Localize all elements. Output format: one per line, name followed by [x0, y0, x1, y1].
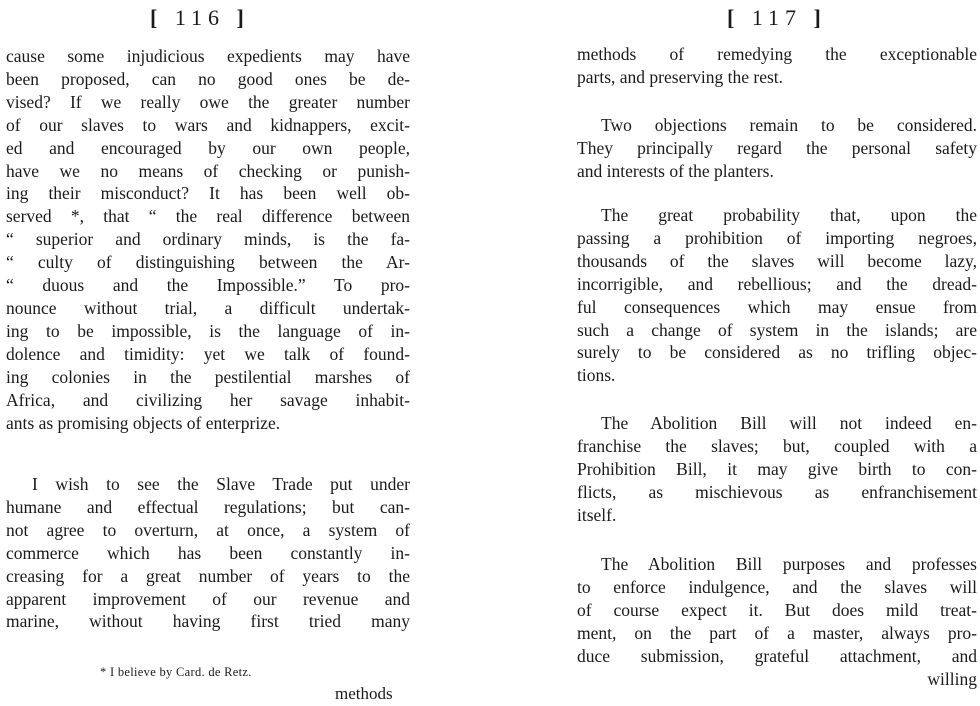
text-line: They principally regard the personal safety: [577, 137, 977, 158]
text-line: Prohibition Bill, it may give birth to con-: [577, 458, 977, 479]
left-page-number: 116: [174, 5, 226, 30]
text-line: thousands of the slaves will become lazy,: [577, 250, 977, 271]
left-header-open-bracket: [: [150, 5, 164, 30]
text-line: humane and effectual regulations; but can-: [6, 496, 410, 517]
text-line: have we no means of checking or punish-: [6, 160, 410, 181]
text-line: passing a prohibition of importing negroes,: [577, 227, 977, 248]
text-line: The great probability that, upon the: [601, 205, 977, 225]
text-line: duce submission, grateful attachment, and: [577, 645, 977, 666]
text-line: ed and encouraged by our own people,: [6, 137, 410, 158]
text-line: of course expect it. But does mild treat-: [577, 599, 977, 620]
text-line: nounce without trial, a difficult undertak-: [6, 297, 410, 318]
text-line: been proposed, can no good ones be de-: [6, 68, 410, 89]
text-line: ful consequences which may ensue from: [577, 296, 977, 317]
text-line: “ culty of distinguishing between the Ar-: [6, 252, 410, 273]
left-header-close-bracket: ]: [236, 5, 250, 30]
text-line: The Abolition Bill purposes and professes: [601, 554, 977, 574]
left-paragraph-1: [6, 45, 410, 434]
right-page-number: 117: [751, 5, 803, 30]
catchword: willing: [927, 668, 977, 689]
left-page: [0, 0, 420, 706]
text-line: commerce which has been constantly in-: [6, 542, 410, 563]
left-page-header: [150, 5, 250, 31]
text-line: apparent improvement of our revenue and: [6, 588, 410, 609]
text-line: tions.: [577, 365, 616, 386]
text-line: ing their misconduct? It has been well ob-: [6, 183, 410, 204]
text-line: served *, that “ the real difference between: [6, 206, 410, 227]
catchword: methods: [335, 684, 393, 703]
text-line: not agree to overturn, at once, a system of: [6, 519, 410, 540]
right-header-close-bracket: ]: [813, 5, 827, 30]
text-line: ment, on the part of a master, always pro-: [577, 622, 977, 643]
text-line: methods of remedying the exceptionable: [577, 44, 977, 64]
text-line: The Abolition Bill will not indeed en-: [601, 413, 977, 433]
text-line: creasing for a great number of years to the: [6, 565, 410, 586]
text-line: I wish to see the Slave Trade put under: [32, 474, 410, 494]
text-line: dolence and timidity: yet we talk of found-: [6, 343, 410, 364]
right-page-header: [727, 5, 827, 31]
right-page: [565, 0, 980, 706]
text-line: flicts, as mischievous as enfranchisement: [577, 481, 977, 502]
right-paragraph-5: [577, 553, 977, 690]
text-line: parts, and preserving the rest.: [577, 66, 784, 87]
right-paragraph-3: [577, 204, 977, 387]
text-line: to enforce indulgence, and the slaves will: [577, 576, 977, 597]
text-line: and interests of the planters.: [577, 160, 774, 181]
footnote: * I believe by Card. de Retz.: [100, 665, 252, 679]
text-line: of our slaves to wars and kidnappers, excit-: [6, 114, 410, 135]
right-paragraph-4: [577, 412, 977, 527]
text-line: vised? If we really owe the greater number: [6, 91, 410, 112]
text-line: “ superior and ordinary minds, is the fa-: [6, 229, 410, 250]
text-line: such a change of system in the islands; are: [577, 319, 977, 340]
text-line: marine, without having first tried many: [6, 611, 410, 632]
text-line: cause some injudicious expedients may have: [6, 46, 410, 66]
text-line: “ duous and the Impossible.” To pro-: [6, 275, 410, 296]
right-paragraph-2: [577, 114, 977, 183]
text-line: itself.: [577, 504, 617, 525]
right-paragraph-1: [577, 43, 977, 89]
text-line: ing colonies in the pestilential marshes of: [6, 366, 410, 387]
text-line: surely to be considered as no trifling objec-: [577, 342, 977, 363]
right-header-open-bracket: [: [727, 5, 741, 30]
text-line: Africa, and civilizing her savage inhabit-: [6, 389, 410, 410]
text-line: incorrigible, and rebellious; and the dread-: [577, 273, 977, 294]
text-line: ing to be impossible, is the language of in-: [6, 320, 410, 341]
text-line: franchise the slaves; but, coupled with a: [577, 435, 977, 456]
text-line: Two objections remain to be considered.: [601, 115, 977, 135]
text-line: ants as promising objects of enterprize.: [6, 412, 281, 433]
left-paragraph-2: [6, 473, 410, 633]
